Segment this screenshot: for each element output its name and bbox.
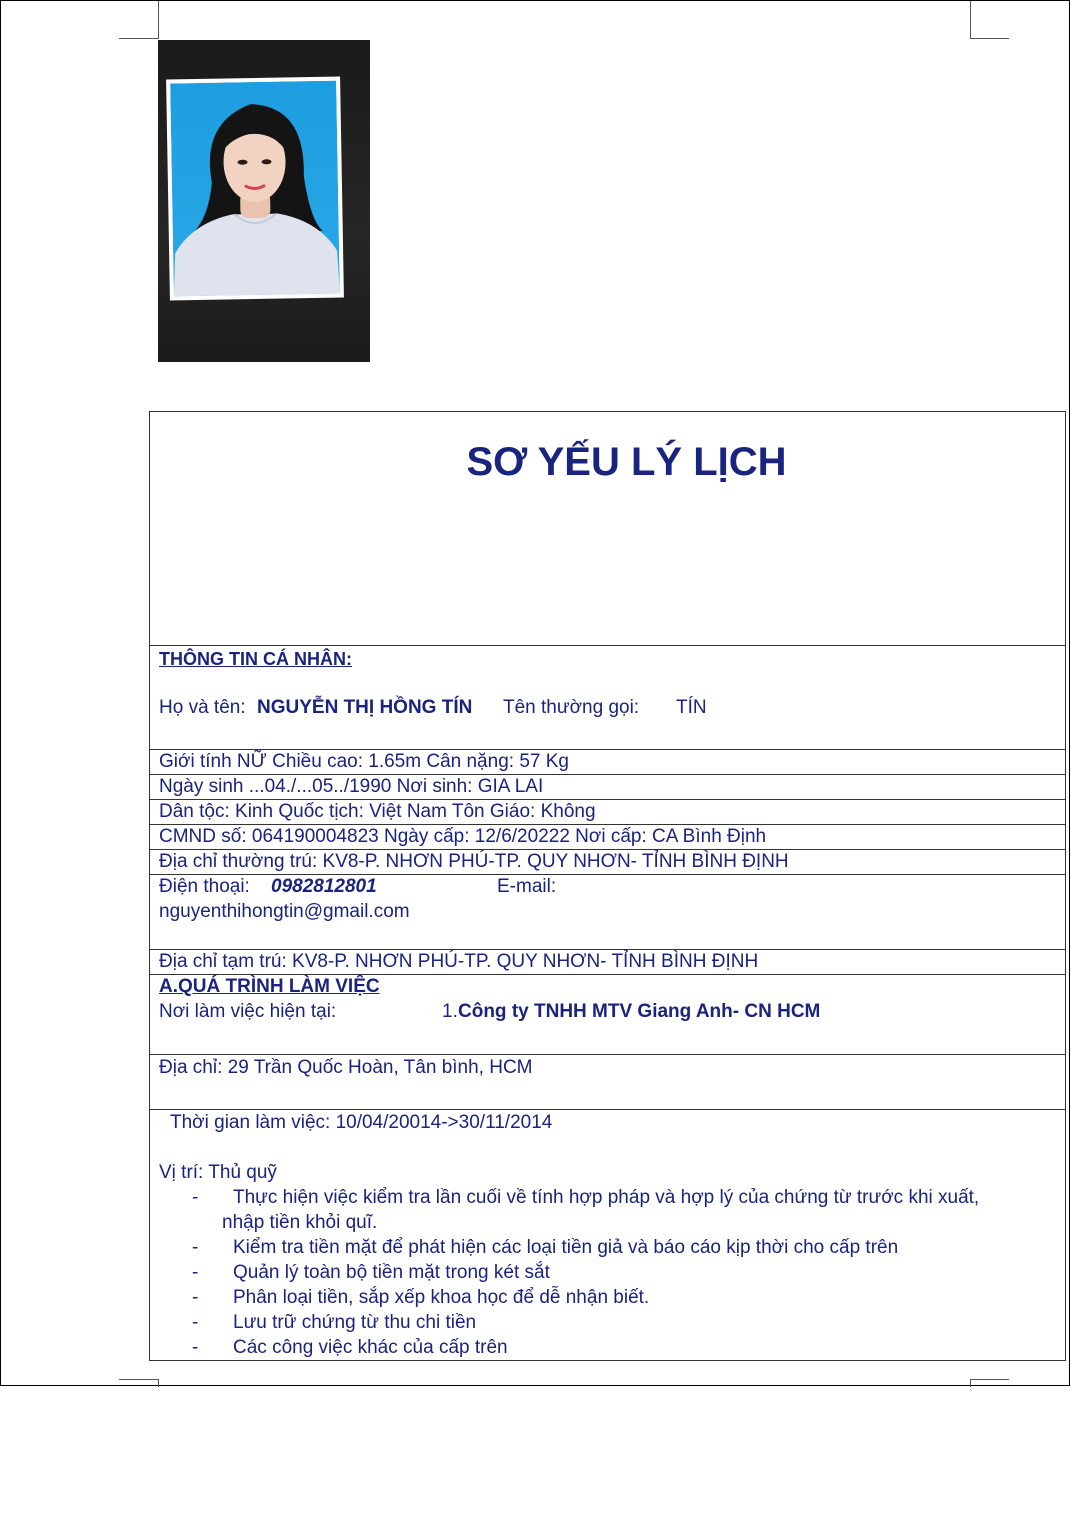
document-title: SƠ YẾU LÝ LỊCH <box>466 440 787 484</box>
birth-line: Ngày sinh ...04./...05../1990 Nơi sinh: GIA LAI <box>159 776 544 797</box>
duty-bullet: - <box>192 1187 199 1208</box>
nickname-value: TÍN <box>676 697 707 718</box>
email-label: E-mail: <box>497 876 557 897</box>
duty-bullet: - <box>192 1312 199 1333</box>
portrait-photo <box>158 40 370 362</box>
name-label: Họ và tên: <box>159 697 246 718</box>
duty-item: Quản lý toàn bộ tiền mặt trong két sắt <box>233 1262 550 1283</box>
photo-card <box>166 76 344 300</box>
name-value: NGUYỄN THỊ HỒNG TÍN <box>257 697 473 718</box>
crop-mark <box>970 1 971 39</box>
nickname-label: Tên thường gọi: <box>503 697 640 718</box>
work-detail-row <box>150 1109 1065 1363</box>
workplace-value: Công ty TNHH MTV Giang Anh- CN HCM <box>458 1001 821 1022</box>
work-address-row <box>150 1054 1065 1110</box>
work-period: Thời gian làm việc: 10/04/20014->30/11/2014 <box>170 1112 553 1133</box>
permanent-address-row <box>150 849 1065 875</box>
crop-mark <box>970 38 1009 39</box>
phone-label: Điện thoại: <box>159 876 250 897</box>
work-address: Địa chỉ: 29 Trần Quốc Hoàn, Tân bình, HCM <box>159 1057 533 1078</box>
work-history-heading: A.QUÁ TRÌNH LÀM VIỆC <box>159 976 380 997</box>
crop-mark <box>970 1379 1009 1380</box>
workplace-row <box>150 974 1065 1055</box>
contact-row <box>150 874 1065 950</box>
crop-mark <box>970 1379 971 1387</box>
temporary-address: Địa chỉ tạm trú: KV8-P. NHƠN PHÚ-TP. QUY NHƠN- TỈNH BÌNH ĐỊNH <box>159 951 759 972</box>
temporary-address-row <box>150 949 1065 975</box>
personal-info-row <box>150 645 1065 750</box>
email-value: nguyenthihongtin@gmail.com <box>159 901 410 922</box>
permanent-address: Địa chỉ thường trú: KV8-P. NHƠN PHÚ-TP. QUY NHƠN- TỈNH BÌNH ĐỊNH <box>159 851 789 872</box>
portrait-image <box>170 81 340 297</box>
crop-mark <box>158 1379 159 1387</box>
personal-info-heading: THÔNG TIN CÁ NHÂN: <box>159 649 352 669</box>
duty-item: Phân loại tiền, sắp xếp khoa học để dễ nhận biết. <box>233 1287 650 1308</box>
crop-mark <box>158 1 159 39</box>
duty-bullet: - <box>192 1337 199 1358</box>
workplace-label: Nơi làm việc hiện tại: <box>159 1001 337 1022</box>
id-card-line: CMND số: 064190004823 Ngày cấp: 12/6/20222 Nơi cấp: CA Bình Định <box>159 826 767 847</box>
ethnic-row <box>150 799 1065 825</box>
gender-row <box>150 749 1065 775</box>
birth-row <box>150 774 1065 800</box>
duty-bullet: - <box>192 1237 199 1258</box>
cv-table <box>149 411 1066 1361</box>
duty-item: Kiểm tra tiền mặt để phát hiện các loại tiền giả và báo cáo kịp thời cho cấp trên <box>233 1237 899 1258</box>
duty-item: Thực hiện việc kiểm tra lần cuối về tính hợp pháp và hợp lý của chứng từ trước khi xuất, <box>233 1187 980 1208</box>
crop-mark <box>119 38 158 39</box>
id-card-row <box>150 824 1065 850</box>
duty-item: Lưu trữ chứng từ thu chi tiền <box>233 1312 477 1333</box>
crop-mark <box>119 1379 158 1380</box>
ethnic-line: Dân tộc: Kinh Quốc tịch: Việt Nam Tôn Giáo: Không <box>159 801 596 822</box>
duty-bullet: - <box>192 1287 199 1308</box>
work-position: Vị trí: Thủ quỹ <box>159 1162 277 1183</box>
duty-item: Các công việc khác của cấp trên <box>233 1337 508 1358</box>
gender-line: Giới tính NỮ Chiều cao: 1.65m Cân nặng: 57 Kg <box>159 751 569 772</box>
duty-item-continued: nhập tiền khỏi quĩ. <box>222 1212 378 1233</box>
duty-bullet: - <box>192 1262 199 1283</box>
phone-value: 0982812801 <box>271 876 377 897</box>
workplace-prefix: 1. <box>442 1001 458 1022</box>
